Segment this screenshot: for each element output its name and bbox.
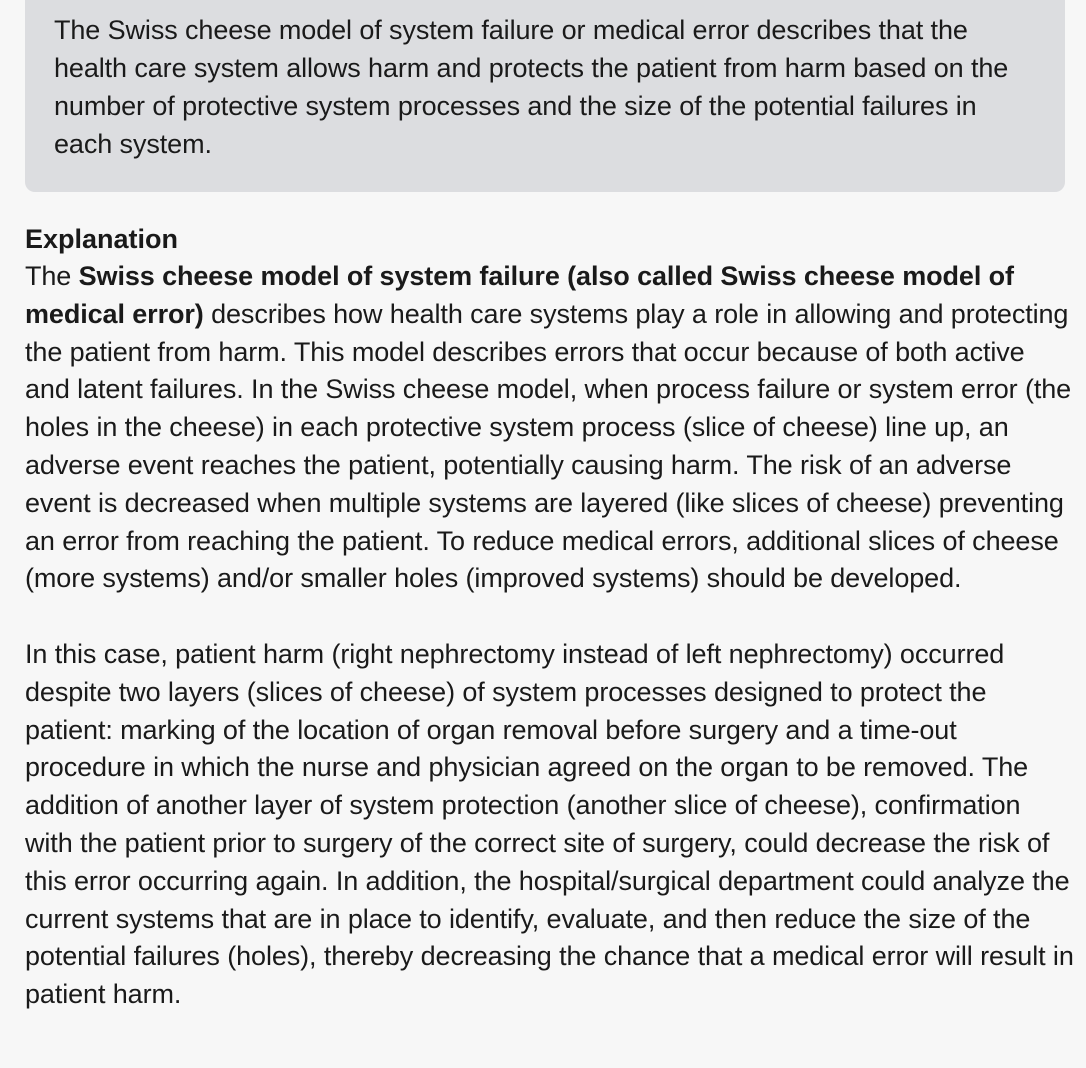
explanation-paragraph-1 bbox=[25, 258, 1075, 598]
explanation-paragraph-2: In this case, patient harm (right nephrectomy instead of left nephrectomy) occurred despite two layers (slices of cheese) of system processes designed to protect the patient: marking of the location of organ removal before surgery and a time-out procedure in which the nurse and physician agreed on the organ to be removed. The addition of another layer of system protection (another slice of cheese), confirmation with the patient prior to surgery of the correct site of surgery, could decrease the risk of this error occurring again. In addition, the hospital/surgical department could analyze the current systems that are in place to identify, evaluate, and then reduce the size of the potential failures (holes), thereby decreasing the chance that a medical error will result in patient harm. bbox=[25, 638, 1074, 1010]
paragraph-1-lead: The bbox=[25, 261, 79, 291]
explanation-section bbox=[25, 220, 1075, 1014]
paragraph-1-bold-term: Swiss cheese model of system failure (also called Swiss cheese model of medical error) bbox=[25, 261, 1014, 329]
answer-text: The Swiss cheese model of system failure or medical error describes that the health care system allows harm and protects the patient from harm based on the number of protective system processes and the size of the potential failures in each system. bbox=[54, 15, 1009, 159]
selected-answer-box bbox=[25, 0, 1065, 192]
explanation-heading: Explanation bbox=[25, 224, 179, 254]
paragraph-1-rest: describes how health care systems play a role in allowing and protecting the patient from harm. This model describes errors that occur because of both active and latent failures. In the Swiss cheese model, when process failure or system error (the holes in the cheese) in each protective system process (slice of cheese) line up, an adverse event reaches the patient, potentially causing harm. The risk of an adverse event is decreased when multiple systems are layered (like slices of cheese) preventing an error from reaching the patient. To reduce medical errors, additional slices of cheese (more systems) and/or smaller holes (improved systems) should be developed. bbox=[25, 298, 1072, 594]
